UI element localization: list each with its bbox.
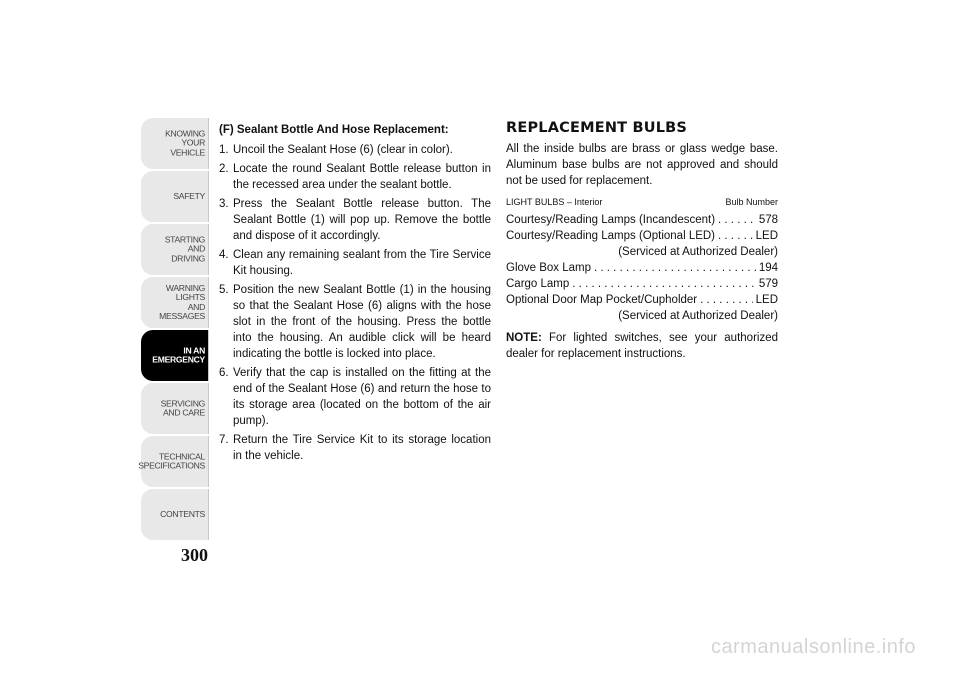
step-number: 5. <box>219 284 229 296</box>
tab-technical-specifications[interactable] <box>138 436 209 487</box>
step-number: 6. <box>219 367 229 379</box>
tab-label: SAFETY <box>173 190 205 201</box>
bulb-label: Courtesy/Reading Lamps (Incandescent) <box>506 214 716 226</box>
list-item <box>219 142 491 158</box>
list-item <box>219 161 491 193</box>
intro-paragraph: All the inside bulbs are brass or glass wedge base. Aluminum base bulbs are not approved and should not be used for replacement. <box>506 143 778 187</box>
list-item <box>219 196 491 244</box>
tab-knowing-your-vehicle[interactable] <box>141 118 209 169</box>
tab-label: STARTING AND DRIVING <box>164 234 205 264</box>
step-text: Return the Tire Service Kit to its storage location in the vehicle. <box>233 434 491 462</box>
replacement-bulbs-section <box>506 122 778 374</box>
step-text: Locate the round Sealant Bottle release button in the recessed area under the sealant bottle. <box>233 163 491 191</box>
column-header-number: Bulb Number <box>725 197 778 207</box>
note-text: For lighted switches, see your authorized dealer for replacement instructions. <box>506 332 778 360</box>
tab-label: IN AN EMERGENCY <box>152 344 205 365</box>
table-row <box>506 228 778 244</box>
row-note: (Serviced at Authorized Dealer) <box>618 246 778 258</box>
sealant-replacement-section <box>219 122 491 467</box>
step-text: Uncoil the Sealant Hose (6) (clear in color). <box>233 144 453 156</box>
section-subheading: (F) Sealant Bottle And Hose Replacement: <box>219 124 449 136</box>
bulb-label: Optional Door Map Pocket/Cupholder <box>506 294 698 306</box>
step-number: 2. <box>219 163 229 175</box>
list-item <box>219 282 491 362</box>
table-row <box>506 260 778 276</box>
note-label: NOTE: <box>506 332 542 344</box>
tab-label: CONTENTS <box>160 508 205 519</box>
tab-contents[interactable] <box>141 489 209 540</box>
row-note: (Serviced at Authorized Dealer) <box>618 310 778 322</box>
tab-servicing-and-care[interactable] <box>141 383 209 434</box>
leader-dots <box>594 260 756 276</box>
step-number: 3. <box>219 198 229 210</box>
step-number: 1. <box>219 144 229 156</box>
bulb-table-header <box>506 194 778 210</box>
tab-label: TECHNICAL SPECIFICATIONS <box>138 450 205 471</box>
leader-dots <box>572 276 756 292</box>
bulb-label: Cargo Lamp <box>506 278 570 290</box>
list-item <box>219 247 491 279</box>
chapter-tabs <box>138 118 209 542</box>
leader-dots <box>718 212 756 228</box>
bulb-number: 579 <box>758 278 778 290</box>
bulb-number: LED <box>755 230 778 242</box>
step-text: Press the Sealant Bottle release button. The Sealant Bottle (1) will pop up. Remove the bottle and dispose of it accordingly. <box>233 198 491 242</box>
tab-label: WARNING LIGHTS AND MESSAGES <box>159 282 205 322</box>
list-item <box>219 365 491 429</box>
leader-dots <box>700 292 752 308</box>
note-paragraph <box>506 330 778 362</box>
leader-dots <box>718 228 753 244</box>
bulb-number: 578 <box>758 214 778 226</box>
bulb-label: Courtesy/Reading Lamps (Optional LED) <box>506 230 716 242</box>
tab-safety[interactable] <box>141 171 209 222</box>
table-row <box>506 276 778 292</box>
tab-starting-and-driving[interactable] <box>141 224 209 275</box>
step-number: 4. <box>219 249 229 261</box>
list-item <box>219 432 491 464</box>
step-text: Verify that the cap is installed on the fitting at the end of the Sealant Hose (6) and return the hose to its storage area (located on the bottom of the air pump). <box>233 367 491 427</box>
tab-label: SERVICING AND CARE <box>160 397 205 418</box>
step-text: Position the new Sealant Bottle (1) in the housing so that the Sealant Hose (6) aligns with the hose slot in the front of the housing. Press the bottle into the housing. An audible click will be heard indicating the bottle is locked into place. <box>233 284 491 360</box>
page-number: 300 <box>181 545 208 565</box>
tab-in-an-emergency[interactable] <box>141 330 209 381</box>
steps-list <box>219 142 491 464</box>
bulb-label: Glove Box Lamp <box>506 262 592 274</box>
table-row <box>506 292 778 308</box>
step-text: Clean any remaining sealant from the Tire Service Kit housing. <box>233 249 491 277</box>
column-header-bulbs: LIGHT BULBS – Interior <box>506 197 603 207</box>
watermark: carmanualsonline.info <box>710 636 916 658</box>
bulb-number: LED <box>755 294 778 306</box>
section-title: REPLACEMENT BULBS <box>506 120 688 136</box>
tab-warning-lights[interactable] <box>141 277 209 328</box>
bulb-number: 194 <box>758 262 778 274</box>
tab-label: KNOWING YOUR VEHICLE <box>165 128 205 158</box>
table-row <box>506 212 778 228</box>
step-number: 7. <box>219 434 229 446</box>
